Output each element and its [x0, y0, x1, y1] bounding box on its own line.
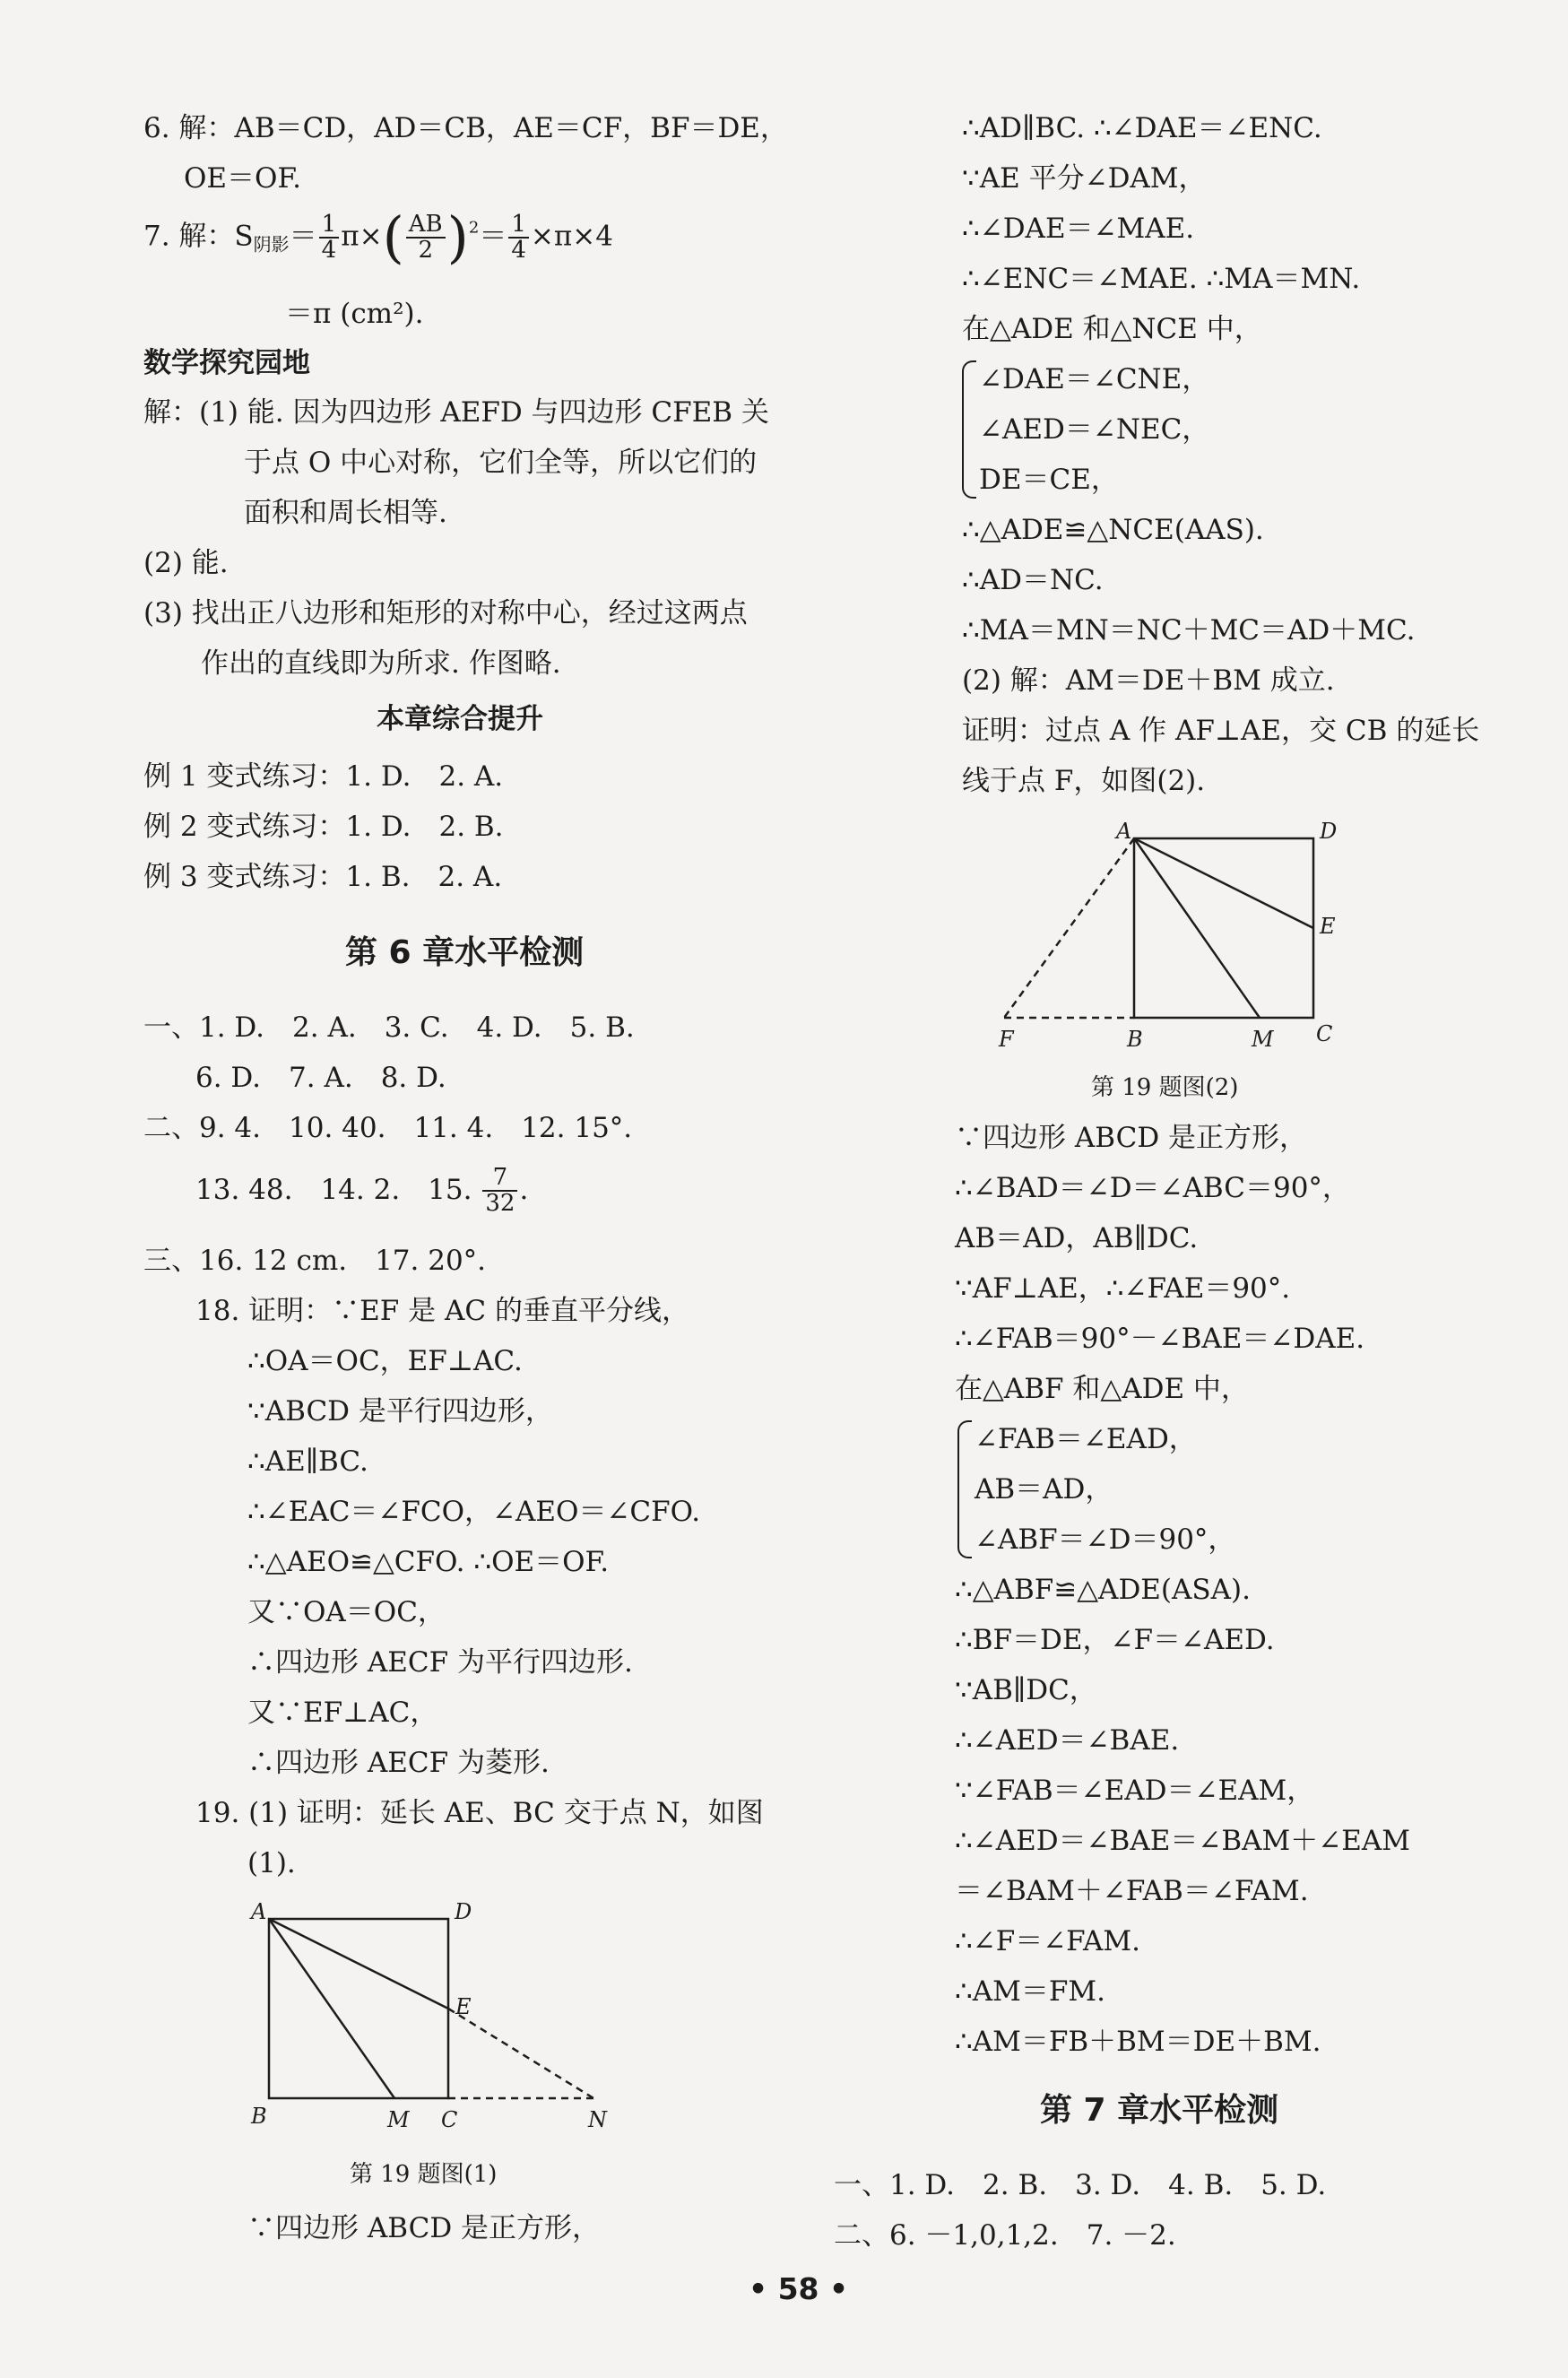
- q7-mid: π×: [341, 220, 383, 253]
- r-line15: ∵四边形 ABCD 是正方形，: [955, 1122, 1308, 1154]
- r-line18: ∵AF⊥AE，∴∠FAE＝90°.: [955, 1272, 1291, 1305]
- r-line5: 在△ADE 和△NCE 中，: [962, 313, 1262, 345]
- fig2-label-f: F: [999, 1027, 1014, 1052]
- q19-line3: ∵四边形 ABCD 是正方形，: [247, 2212, 601, 2244]
- r-line7: ∠AED＝∠NEC，: [979, 413, 1210, 446]
- fig1-label-c: C: [441, 2107, 458, 2132]
- section2-tail: .: [519, 1173, 529, 1206]
- explore-3b: 作出的直线即为所求. 作图略.: [201, 647, 561, 680]
- example-3: 例 3 变式练习：1. B. 2. A.: [143, 861, 503, 893]
- r-line2: ∵AE 平分∠DAM，: [962, 162, 1207, 195]
- fig2-label-c: C: [1316, 1021, 1333, 1046]
- fig2-label-a: A: [1116, 819, 1132, 844]
- q18-line1: 18. 证明：∵EF 是 AC 的垂直平分线，: [195, 1295, 689, 1327]
- fig2-label-e: E: [1320, 914, 1336, 939]
- q6-line1: 6. 解：AB＝CD，AD＝CB，AE＝CF，BF＝DE，: [143, 112, 788, 144]
- section2-prefix: 13. 48. 14. 2. 15.: [195, 1173, 472, 1206]
- q7-lparen: (: [382, 204, 404, 270]
- q19-line2: (1).: [247, 1847, 296, 1879]
- section2-line2: [195, 1166, 528, 1217]
- q18-line9: 又∵EF⊥AC，: [247, 1697, 438, 1729]
- fig1-label-d: D: [455, 1899, 472, 1924]
- q15-num: 7: [482, 1166, 517, 1192]
- fig2-line-am: [1134, 838, 1260, 1018]
- r-line3: ∴∠DAE＝∠MAE.: [962, 213, 1195, 245]
- r-line9: ∴△ADE≌△NCE(AAS).: [962, 514, 1264, 546]
- r-line10: ∴AD＝NC.: [962, 564, 1104, 596]
- q7-frac3: [508, 210, 529, 264]
- r-line28: ∵∠FAB＝∠EAD＝∠EAM，: [955, 1775, 1315, 1807]
- fig2-line-ae: [1134, 838, 1313, 928]
- fig2-square: [1134, 838, 1313, 1018]
- q7-frac2-num: AB: [406, 213, 446, 239]
- example-1: 例 1 变式练习：1. D. 2. A.: [143, 760, 504, 793]
- q7-frac3-den: 4: [511, 237, 526, 264]
- fig1-label-e: E: [455, 1994, 472, 2019]
- q7-tail: ×π×4: [530, 220, 613, 253]
- r-line25: ∴BF＝DE，∠F＝∠AED.: [955, 1624, 1275, 1656]
- q18-line4: ∴AE∥BC.: [247, 1445, 368, 1478]
- r-line26: ∵AB∥DC，: [955, 1674, 1097, 1706]
- fig2-label-m: M: [1252, 1027, 1274, 1052]
- q7-frac2-den: 2: [418, 237, 433, 264]
- q7-rparen: ): [446, 204, 469, 270]
- summary-title: 本章综合提升: [377, 703, 543, 735]
- fig2-label-d: D: [1320, 819, 1338, 844]
- fig1-line-am: [269, 1919, 394, 2098]
- fig1-label-a: A: [251, 1899, 267, 1924]
- page-number: • 58 •: [749, 2271, 849, 2306]
- explore-1a: 解：(1) 能. 因为四边形 AEFD 与四边形 CFEB 关: [143, 396, 769, 429]
- r-line4: ∴∠ENC＝∠MAE. ∴MA＝MN.: [962, 263, 1361, 295]
- q7-line2: ＝π (cm²).: [285, 298, 424, 330]
- q7-square: 2: [468, 218, 480, 238]
- q7-prefix: 7. 解：S: [143, 220, 254, 253]
- r-line11: ∴MA＝MN＝NC＋MC＝AD＋MC.: [962, 614, 1416, 647]
- q15-fraction: [482, 1166, 517, 1217]
- c7-line1: 一、1. D. 2. B. 3. D. 4. B. 5. D.: [834, 2169, 1327, 2201]
- q7-frac3-num: 1: [508, 213, 529, 239]
- q15-den: 32: [485, 1190, 515, 1218]
- r-line32: ∴AM＝FM.: [955, 1975, 1105, 2008]
- q18-line8: ∴四边形 AECF 为平行四边形.: [247, 1646, 633, 1679]
- fig2-label-b: B: [1127, 1027, 1143, 1052]
- q7-eq2: ＝: [479, 220, 507, 253]
- figure-19-1: [242, 1892, 619, 2143]
- chapter7-title: 第 7 章水平检测: [1040, 2092, 1279, 2129]
- section1-line2: 6. D. 7. A. 8. D.: [195, 1062, 446, 1094]
- explore-1b: 于点 O 中心对称，它们全等，所以它们的: [244, 447, 758, 479]
- r-line30: ＝∠BAM＋∠FAB＝∠FAM.: [955, 1875, 1309, 1907]
- q18-line10: ∴四边形 AECF 为菱形.: [247, 1747, 550, 1779]
- r-line12: (2) 解：AM＝DE＋BM 成立.: [962, 664, 1335, 697]
- fig1-label-b: B: [251, 2104, 267, 2129]
- fig1-label-n: N: [588, 2107, 607, 2132]
- fig1-line-ae: [269, 1919, 448, 2009]
- q7-formula: [143, 204, 613, 270]
- fig2-dash-af: [1004, 838, 1134, 1018]
- q7-frac1-num: 1: [319, 213, 340, 239]
- r-line31: ∴∠F＝∠FAM.: [955, 1925, 1140, 1957]
- brace-1: [962, 360, 976, 499]
- q7-frac1: [319, 210, 340, 264]
- r-line17: AB＝AD，AB∥DC.: [955, 1222, 1199, 1254]
- fig1-dash-en: [448, 2009, 593, 2098]
- explore-2: (2) 能.: [143, 547, 229, 579]
- r-line6: ∠DAE＝∠CNE，: [979, 363, 1210, 395]
- q7-eq1: ＝: [289, 220, 317, 253]
- explore-1c: 面积和周长相等.: [244, 497, 447, 529]
- q7-frac1-den: 4: [321, 237, 337, 264]
- brace-2: [957, 1420, 972, 1558]
- fig1-square: [269, 1919, 448, 2098]
- r-line14: 线于点 F，如图(2).: [962, 765, 1206, 797]
- r-line8: DE＝CE，: [979, 464, 1119, 496]
- q18-line3: ∵ABCD 是平行四边形，: [247, 1395, 553, 1428]
- q18-line5: ∴∠EAC＝∠FCO，∠AEO＝∠CFO.: [247, 1496, 701, 1528]
- section2-line1: 二、9. 4. 10. 40. 11. 4. 12. 15°.: [143, 1112, 633, 1144]
- r-line23: ∠ABF＝∠D＝90°，: [975, 1523, 1236, 1556]
- r-line29: ∴∠AED＝∠BAE＝∠BAM＋∠EAM: [955, 1825, 1410, 1857]
- fig1-label-m: M: [387, 2107, 410, 2132]
- r-line16: ∴∠BAD＝∠D＝∠ABC＝90°，: [955, 1172, 1350, 1204]
- r-line33: ∴AM＝FB＋BM＝DE＋BM.: [955, 2026, 1321, 2058]
- example-2: 例 2 变式练习：1. D. 2. B.: [143, 811, 504, 843]
- q6-line2: OE＝OF.: [184, 162, 301, 195]
- c7-line2: 二、6. －1,0,1,2. 7. －2.: [834, 2219, 1176, 2252]
- r-line1: ∴AD∥BC. ∴∠DAE＝∠ENC.: [962, 112, 1322, 144]
- r-line19: ∴∠FAB＝90°－∠BAE＝∠DAE.: [955, 1323, 1365, 1355]
- r-line21: ∠FAB＝∠EAD，: [975, 1423, 1197, 1455]
- r-line22: AB＝AD，: [975, 1473, 1113, 1506]
- r-line20: 在△ABF 和△ADE 中，: [955, 1373, 1249, 1405]
- q19-line1: 19. (1) 证明：延长 AE、BC 交于点 N，如图: [195, 1797, 764, 1829]
- chapter6-title: 第 6 章水平检测: [345, 934, 585, 971]
- q18-line2: ∴OA＝OC，EF⊥AC.: [247, 1345, 523, 1377]
- explore-3a: (3) 找出正八边形和矩形的对称中心，经过这两点: [143, 597, 748, 629]
- r-line13: 证明：过点 A 作 AF⊥AE，交 CB 的延长: [962, 715, 1480, 747]
- fig1-caption: 第 19 题图(1): [350, 2161, 498, 2188]
- q18-line7: 又∵OA＝OC，: [247, 1596, 446, 1628]
- q18-line6: ∴△AEO≌△CFO. ∴OE＝OF.: [247, 1546, 610, 1578]
- explore-title: 数学探究园地: [143, 347, 310, 379]
- section3-line: 三、16. 12 cm. 17. 20°.: [143, 1245, 487, 1277]
- figure-19-2: [986, 811, 1363, 1054]
- r-line24: ∴△ABF≌△ADE(ASA).: [955, 1574, 1251, 1606]
- r-line27: ∴∠AED＝∠BAE.: [955, 1724, 1180, 1757]
- fig2-caption: 第 19 题图(2): [1091, 1074, 1239, 1101]
- q7-frac2: [406, 210, 446, 264]
- section1-line1: 一、1. D. 2. A. 3. C. 4. D. 5. B.: [143, 1011, 635, 1044]
- q7-sub: 阴影: [253, 233, 290, 256]
